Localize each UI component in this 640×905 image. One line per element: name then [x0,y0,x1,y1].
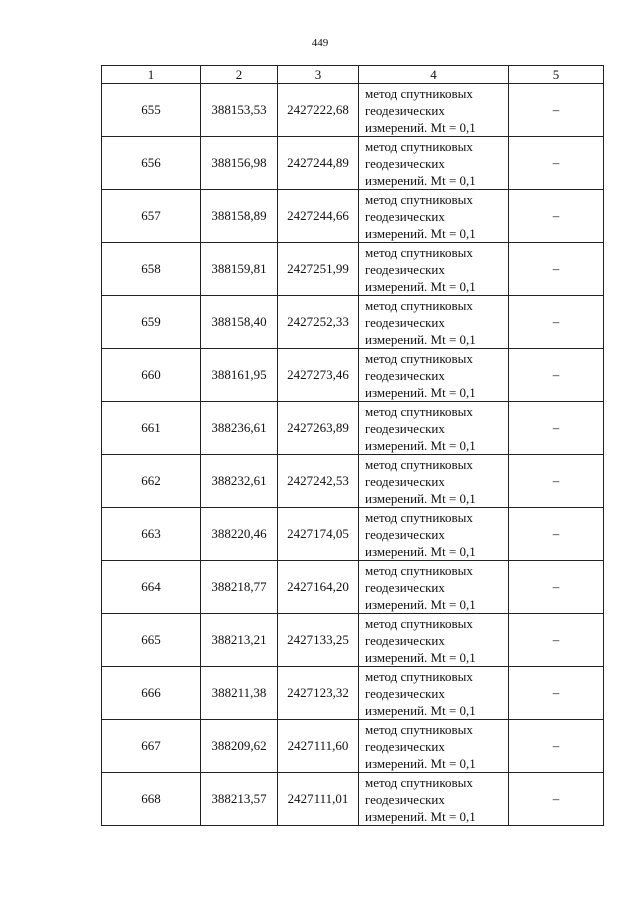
table-row [102,137,604,190]
method-line: измерений. Mt = 0,1 [365,225,476,241]
table-body [102,84,604,826]
point-number-cell: 657 [102,190,201,243]
point-number-cell: 663 [102,508,201,561]
method-line: геодезических [365,261,445,277]
point-number-cell: 662 [102,455,201,508]
x-coordinate-cell: 388158,89 [201,190,278,243]
method-cell [359,561,509,614]
method-line: измерений. Mt = 0,1 [365,278,476,294]
y-coordinate-cell: 2427244,66 [278,190,359,243]
method-line: измерений. Mt = 0,1 [365,543,476,559]
method-line: геодезических [365,526,445,542]
method-line: измерений. Mt = 0,1 [365,702,476,718]
method-line: геодезических [365,579,445,595]
point-number-cell: 655 [102,84,201,137]
table-row [102,402,604,455]
method-line: измерений. Mt = 0,1 [365,490,476,506]
x-coordinate-cell: 388159,81 [201,243,278,296]
note-cell: – [509,773,604,826]
method-cell [359,243,509,296]
method-cell [359,455,509,508]
x-coordinate-cell: 388158,40 [201,296,278,349]
column-header: 4 [359,66,509,84]
table-row [102,720,604,773]
method-line: геодезических [365,102,445,118]
y-coordinate-cell: 2427133,25 [278,614,359,667]
x-coordinate-cell: 388236,61 [201,402,278,455]
y-coordinate-cell: 2427164,20 [278,561,359,614]
point-number-cell: 666 [102,667,201,720]
column-header: 1 [102,66,201,84]
method-line: измерений. Mt = 0,1 [365,808,476,824]
point-number-cell: 658 [102,243,201,296]
method-line: геодезических [365,420,445,436]
page-number: 449 [311,37,329,49]
method-line: метод спутниковых [365,509,473,525]
point-number-cell: 665 [102,614,201,667]
note-cell: – [509,667,604,720]
method-line: метод спутниковых [365,191,473,207]
method-line: геодезических [365,208,445,224]
point-number-cell: 656 [102,137,201,190]
y-coordinate-cell: 2427251,99 [278,243,359,296]
x-coordinate-cell: 388213,21 [201,614,278,667]
method-line: метод спутниковых [365,562,473,578]
point-number-cell: 660 [102,349,201,402]
table-row [102,561,604,614]
method-line: геодезических [365,738,445,754]
table-row [102,455,604,508]
x-coordinate-cell: 388213,57 [201,773,278,826]
x-coordinate-cell: 388220,46 [201,508,278,561]
method-line: измерений. Mt = 0,1 [365,755,476,771]
method-line: метод спутниковых [365,774,473,790]
method-line: измерений. Mt = 0,1 [365,331,476,347]
note-cell: – [509,84,604,137]
method-line: геодезических [365,367,445,383]
y-coordinate-cell: 2427123,32 [278,667,359,720]
method-line: метод спутниковых [365,615,473,631]
y-coordinate-cell: 2427111,60 [278,720,359,773]
point-number-cell: 668 [102,773,201,826]
method-line: метод спутниковых [365,85,473,101]
x-coordinate-cell: 388156,98 [201,137,278,190]
x-coordinate-cell: 388161,95 [201,349,278,402]
note-cell: – [509,190,604,243]
y-coordinate-cell: 2427242,53 [278,455,359,508]
method-line: метод спутниковых [365,668,473,684]
table-row [102,614,604,667]
y-coordinate-cell: 2427222,68 [278,84,359,137]
method-line: метод спутниковых [365,721,473,737]
note-cell: – [509,349,604,402]
method-line: метод спутниковых [365,297,473,313]
method-line: метод спутниковых [365,138,473,154]
note-cell: – [509,137,604,190]
method-line: геодезических [365,632,445,648]
note-cell: – [509,614,604,667]
method-cell [359,402,509,455]
x-coordinate-cell: 388232,61 [201,455,278,508]
method-cell [359,84,509,137]
method-cell [359,614,509,667]
note-cell: – [509,243,604,296]
method-cell [359,190,509,243]
table-row [102,773,604,826]
x-coordinate-cell: 388153,53 [201,84,278,137]
method-line: измерений. Mt = 0,1 [365,172,476,188]
method-cell [359,296,509,349]
table-row [102,190,604,243]
table-row [102,243,604,296]
point-number-cell: 661 [102,402,201,455]
method-cell [359,508,509,561]
table-row [102,349,604,402]
table-row [102,84,604,137]
note-cell: – [509,508,604,561]
x-coordinate-cell: 388211,38 [201,667,278,720]
column-header: 5 [509,66,604,84]
method-line: измерений. Mt = 0,1 [365,119,476,135]
method-cell [359,667,509,720]
method-cell [359,773,509,826]
table-row [102,667,604,720]
method-line: метод спутниковых [365,350,473,366]
x-coordinate-cell: 388209,62 [201,720,278,773]
method-line: измерений. Mt = 0,1 [365,596,476,612]
method-line: метод спутниковых [365,456,473,472]
note-cell: – [509,720,604,773]
note-cell: – [509,296,604,349]
method-cell [359,720,509,773]
method-line: геодезических [365,685,445,701]
y-coordinate-cell: 2427244,89 [278,137,359,190]
point-number-cell: 667 [102,720,201,773]
column-header: 2 [201,66,278,84]
table-row [102,508,604,561]
method-line: геодезических [365,155,445,171]
y-coordinate-cell: 2427263,89 [278,402,359,455]
method-line: метод спутниковых [365,403,473,419]
method-line: измерений. Mt = 0,1 [365,384,476,400]
x-coordinate-cell: 388218,77 [201,561,278,614]
note-cell: – [509,402,604,455]
method-line: геодезических [365,314,445,330]
method-cell [359,349,509,402]
note-cell: – [509,561,604,614]
method-line: измерений. Mt = 0,1 [365,649,476,665]
point-number-cell: 664 [102,561,201,614]
y-coordinate-cell: 2427111,01 [278,773,359,826]
method-line: геодезических [365,791,445,807]
note-cell: – [509,455,604,508]
table-header-row [102,66,604,84]
method-line: геодезических [365,473,445,489]
y-coordinate-cell: 2427273,46 [278,349,359,402]
point-number-cell: 659 [102,296,201,349]
coordinates-table [101,65,604,826]
method-line: метод спутниковых [365,244,473,260]
method-cell [359,137,509,190]
table-row [102,296,604,349]
method-line: измерений. Mt = 0,1 [365,437,476,453]
y-coordinate-cell: 2427174,05 [278,508,359,561]
y-coordinate-cell: 2427252,33 [278,296,359,349]
column-header: 3 [278,66,359,84]
